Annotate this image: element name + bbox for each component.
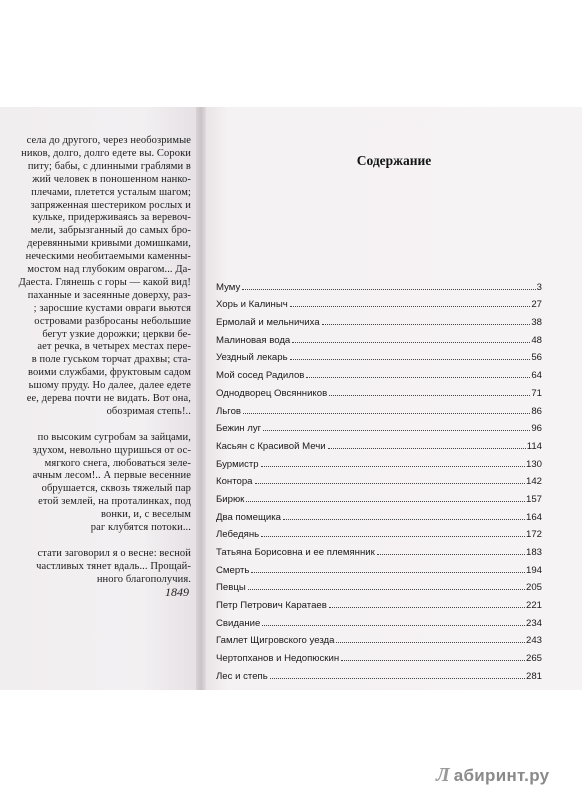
toc-entry-page: 71	[531, 387, 542, 399]
toc-entry-page: 56	[531, 352, 542, 364]
toc-entry-page: 157	[525, 493, 542, 505]
toc-entry	[216, 505, 542, 523]
toc-entry-page: 38	[531, 317, 542, 329]
toc-entry-page: 64	[531, 370, 542, 382]
toc-entry	[216, 611, 542, 629]
toc-dot-leader	[251, 572, 525, 573]
toc-entry	[216, 293, 542, 311]
toc-dot-leader	[248, 589, 525, 590]
book-spread	[0, 107, 582, 690]
toc-entry-page: 130	[525, 458, 542, 470]
left-page-line: ее, дерева почти не видать. Вот она,	[26, 393, 191, 404]
left-page-line: жий человек в поношенном нанко-	[32, 173, 191, 185]
toc-entry-title: Петр Петрович Каратаев	[216, 600, 327, 612]
toc-entry-title: Льгов	[216, 405, 242, 417]
toc-entry-title: Два помещика	[216, 511, 281, 523]
toc-dot-leader	[261, 466, 525, 467]
toc-entry-page: 27	[531, 299, 542, 311]
toc-entry-title: Касьян с Красивой Мечи	[216, 440, 326, 452]
toc-entry-title: Однодворец Овсянников	[216, 387, 328, 399]
left-page-line: частливых тянет вдаль... Прощай-	[36, 560, 191, 572]
toc-entry	[216, 381, 542, 399]
toc-dot-leader	[329, 395, 530, 396]
toc-dot-leader	[261, 536, 525, 537]
toc-dot-leader	[255, 483, 525, 484]
toc-entry-title: Муму	[216, 281, 241, 293]
labirint-watermark	[436, 764, 549, 787]
left-page-line: стати заговорил я о весне: весной	[37, 547, 191, 559]
toc-entry-title: Бежин луг	[216, 423, 262, 435]
left-page-line: кульке, придерживаясь за веревоч-	[32, 212, 191, 224]
toc-entry	[216, 452, 542, 470]
toc-entry-title: Лебедянь	[216, 529, 260, 541]
left-page-line: плечами, плетется усталым шагом;	[31, 186, 191, 198]
toc-entry	[216, 558, 542, 576]
left-page-line: Даеста. Глянешь с горы — какой вид!	[18, 276, 191, 288]
toc-entry-page: 164	[525, 511, 542, 523]
toc-entry	[216, 434, 542, 452]
toc-entry-title: Хорь и Калиныч	[216, 299, 288, 311]
toc-entry-title: Смерть	[216, 564, 250, 576]
toc-entry-page: 243	[525, 635, 542, 647]
left-page-line: в поле гуськом торчат драхвы; ста-	[31, 354, 191, 366]
toc-entry-title: Татьяна Борисовна и ее племянник	[216, 547, 375, 558]
left-page-line: ьшому пруду. Но далее, далее едете	[28, 380, 191, 392]
left-page-line: паханные и засеянные доверху, раз-	[27, 289, 191, 301]
toc-entry	[216, 646, 542, 664]
toc-entry	[216, 523, 542, 541]
toc-entry-title: Певцы	[216, 582, 246, 594]
left-page-line: бегут узкие дорожки; церкви бе-	[42, 328, 191, 340]
toc-dot-leader	[262, 625, 525, 626]
left-page-line: запряженная шестериком рослых и	[30, 199, 191, 211]
toc-dot-leader	[292, 342, 530, 343]
year-signature: 1849	[165, 585, 189, 599]
toc-entry	[216, 487, 542, 505]
toc-entry	[216, 629, 542, 647]
toc-entry	[216, 417, 542, 435]
toc-dot-leader	[290, 359, 531, 360]
toc-entry-page: 265	[525, 653, 542, 665]
toc-entry-page: 172	[525, 529, 542, 541]
left-page-line: островами разбросаны небольшие	[34, 315, 191, 327]
toc-dot-leader	[263, 430, 530, 431]
left-page-line: вонки, и, с веселым	[101, 509, 191, 521]
book-gutter	[196, 107, 206, 690]
toc-entry	[216, 363, 542, 381]
toc-entry	[216, 664, 542, 682]
left-page-line: мостом над глубоким оврагом... Да-	[27, 264, 191, 275]
toc-entry	[216, 470, 542, 488]
left-page-line: ; заросшие кустами овраги вьются	[33, 302, 191, 314]
toc-entry-title: Гамлет Щигровского уезда	[216, 635, 335, 647]
toc-entry	[216, 310, 542, 328]
toc-entry-page: 194	[525, 564, 542, 576]
toc-entry-page: 86	[531, 405, 542, 417]
toc-entry-title: Мой сосед Радилов	[216, 370, 305, 382]
watermark-text: абиринт.ру	[453, 765, 550, 785]
toc-dot-leader	[306, 377, 530, 378]
toc-dot-leader	[290, 306, 531, 307]
toc-entry-page: 183	[525, 547, 542, 558]
toc-entry-page: 96	[531, 423, 542, 435]
toc-entry-page: 48	[531, 334, 542, 346]
left-page-line: обрушается, сквозь тяжелый пар	[41, 483, 191, 495]
toc-entry-page: 221	[525, 600, 542, 612]
left-page-line: воими службами, фруктовым садом	[28, 367, 191, 379]
left-page-line: ников, долго, долго едете вы. Сороки	[21, 147, 191, 159]
toc-entry-page: 114	[526, 440, 542, 452]
left-page-line: нного благополучия.	[96, 573, 191, 585]
toc-entry-title: Свидание	[216, 617, 261, 629]
right-page	[206, 107, 582, 690]
toc-dot-leader	[243, 413, 530, 414]
table-of-contents	[216, 275, 542, 682]
left-page-line: неческими необитаемыми каменны-	[25, 251, 191, 263]
left-page-line: мягкого снега, любоваться зеле-	[44, 457, 191, 469]
left-page-line: здухом, невольно щуришься от ос-	[32, 444, 191, 456]
toc-entry-page: 281	[525, 670, 542, 682]
toc-entry-title: Ермолай и мельничиха	[216, 317, 320, 329]
toc-entry	[216, 346, 542, 364]
left-page-line: по высоким сугробам за зайцами,	[37, 431, 191, 443]
toc-entry	[216, 328, 542, 346]
toc-dot-leader	[329, 607, 525, 608]
left-page-line: раг клубятся потоки...	[90, 522, 191, 533]
toc-dot-leader	[377, 554, 525, 555]
toc-entry	[216, 593, 542, 611]
toc-entry-title: Лес и степь	[216, 670, 268, 682]
toc-entry-page: 234	[525, 617, 542, 629]
toc-dot-leader	[246, 501, 525, 502]
toc-dot-leader	[336, 642, 525, 643]
toc-dot-leader	[328, 448, 526, 449]
left-page-line: ачным лесом!.. А первые весенние	[32, 470, 191, 482]
left-page-line: питу; бабы, с длинными граблями в	[27, 160, 191, 172]
left-page-line: мели, забрызганный до самых бро-	[30, 225, 191, 237]
toc-dot-leader	[270, 678, 525, 679]
toc-dot-leader	[322, 324, 531, 325]
toc-entry-title: Бурмистр	[216, 458, 259, 470]
left-page-line: етой землей, на проталинках, под	[38, 496, 191, 508]
toc-entry-title: Уездный лекарь	[216, 352, 288, 364]
left-page-line: деревянными кривыми домишками,	[27, 238, 191, 250]
labirint-logo-icon: Л	[436, 764, 450, 786]
toc-entry-title: Чертопханов и Недопюскин	[216, 653, 340, 665]
toc-entry	[216, 399, 542, 417]
toc-entry-page: 142	[525, 476, 542, 488]
toc-entry	[216, 275, 542, 293]
left-page	[0, 107, 203, 690]
left-page-line: села до другого, через необозримые	[26, 135, 191, 146]
left-page-line: обозримая степь!..	[106, 405, 191, 417]
toc-entry-title: Контора	[216, 476, 253, 488]
toc-entry	[216, 576, 542, 594]
toc-entry-page: 3	[536, 281, 542, 293]
toc-entry-title: Бирюк	[216, 493, 245, 505]
toc-dot-leader	[242, 289, 535, 290]
toc-title: Содержание	[356, 153, 432, 168]
toc-entry-title: Малиновая вода	[216, 334, 291, 346]
toc-dot-leader	[341, 660, 525, 661]
toc-dot-leader	[283, 519, 525, 520]
toc-entry	[216, 540, 542, 558]
left-page-line: ает речка, в четырех местах пере-	[37, 341, 191, 353]
toc-entry-page: 205	[525, 582, 542, 594]
